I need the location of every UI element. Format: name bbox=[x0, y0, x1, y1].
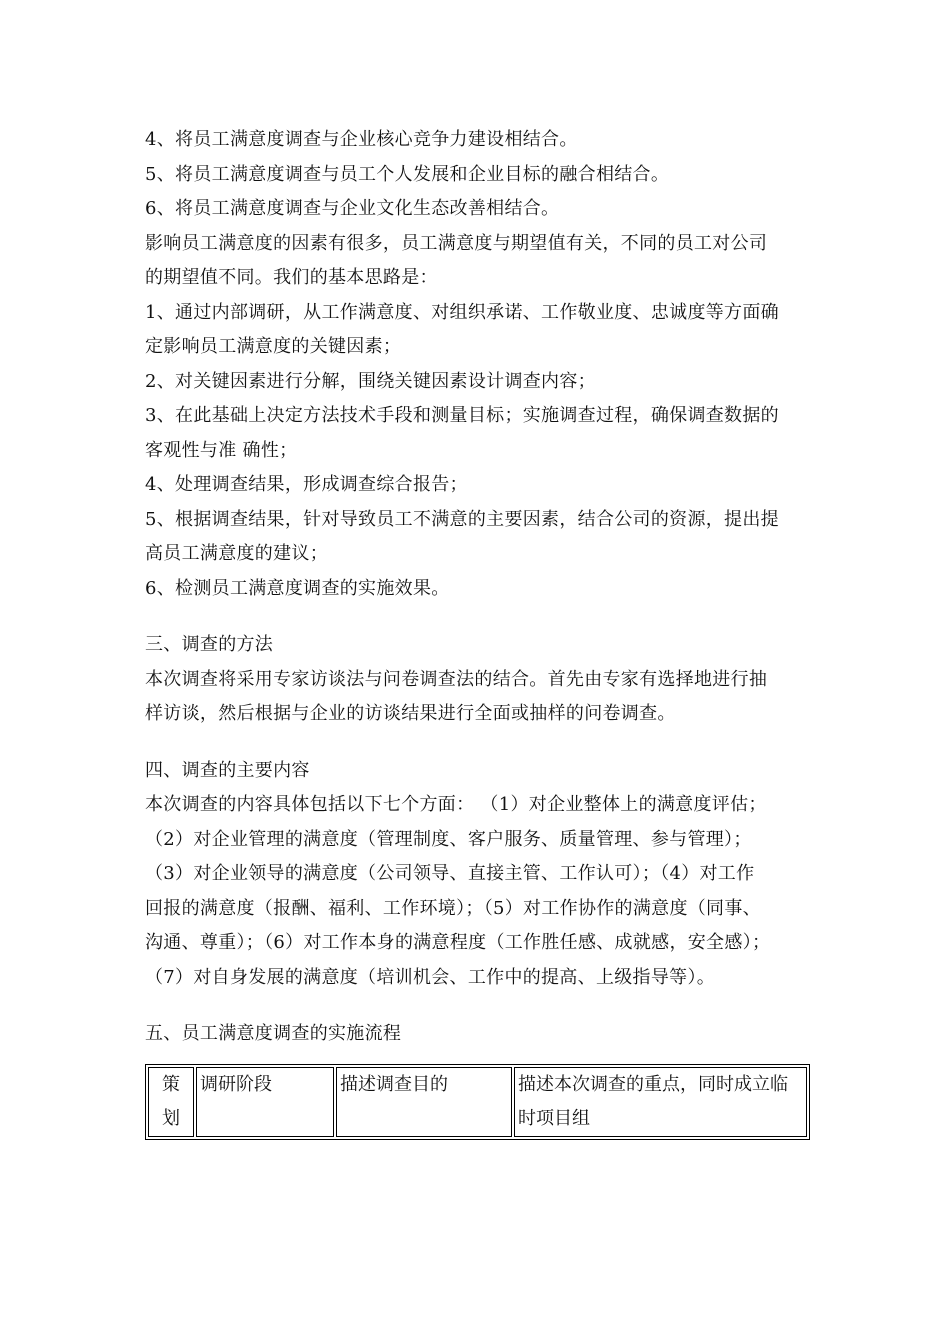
paragraph-line: 本次调查将采用专家访谈法与问卷调查法的结合。首先由专家有选择地进行抽 bbox=[145, 668, 768, 690]
paragraph-line: （7）对自身发展的满意度（培训机会、工作中的提高、上级指导等）。 bbox=[145, 966, 716, 988]
paragraph-line: 4、将员工满意度调查与企业核心竞争力建设相结合。 bbox=[145, 129, 578, 150]
paragraph-line: 影响员工满意度的因素有很多，员工满意度与期望值有关，不同的员工对公司 bbox=[145, 232, 768, 254]
section-methods bbox=[145, 628, 815, 732]
document-page bbox=[145, 123, 815, 1140]
stage-cell bbox=[148, 1067, 194, 1137]
paragraph-line: 6、将员工满意度调查与企业文化生态改善相结合。 bbox=[145, 198, 560, 219]
paragraph-line: 的期望值不同。我们的基本思路是： bbox=[145, 267, 438, 288]
section-heading: 四、调查的主要内容 bbox=[145, 759, 310, 781]
paragraph-line: （3）对企业领导的满意度（公司领导、直接主管、工作认可）；（4）对工作 bbox=[145, 863, 755, 884]
paragraph-line: 本次调查的内容具体包括以下七个方面： （1）对企业整体上的满意度评估； bbox=[145, 794, 767, 815]
section-heading: 三、调查的方法 bbox=[145, 634, 274, 655]
paragraph-line: 客观性与准 确性； bbox=[145, 439, 298, 461]
stage-char: 划 bbox=[162, 1107, 180, 1129]
paragraph-line: 5、根据调查结果，针对导致员工不满意的主要因素，结合公司的资源，提出提 bbox=[145, 508, 779, 530]
note-cell bbox=[514, 1067, 807, 1137]
spacer bbox=[145, 732, 815, 754]
paragraph-line: 样访谈，然后根据与企业的访谈结果进行全面或抽样的问卷调查。 bbox=[145, 703, 676, 724]
paragraph-line: 3、在此基础上决定方法技术手段和测量目标；实施调查过程，确保调查数据的 bbox=[145, 405, 779, 426]
section-heading: 五、员工满意度调查的实施流程 bbox=[145, 1023, 402, 1044]
process-table bbox=[145, 1064, 810, 1140]
paragraph-line: 高员工满意度的建议； bbox=[145, 543, 328, 564]
paragraph-line: （2）对企业管理的满意度（管理制度、客户服务、质量管理、参与管理）； bbox=[145, 828, 752, 850]
stage-char: 策 bbox=[162, 1073, 180, 1095]
paragraph-line: 沟通、尊重）；（6）对工作本身的满意程度（工作胜任感、成就感，安全感）； bbox=[145, 932, 771, 953]
phase-cell: 调研阶段 bbox=[196, 1067, 334, 1137]
section-process bbox=[145, 1017, 815, 1140]
table-row bbox=[148, 1067, 807, 1137]
paragraph-line: 4、处理调查结果，形成调查综合报告； bbox=[145, 474, 468, 495]
paragraph-line: 2、对关键因素进行分解，围绕关键因素设计调查内容； bbox=[145, 370, 596, 392]
note-line: 时项目组 bbox=[518, 1107, 590, 1129]
paragraph-line: 1、通过内部调研，从工作满意度、对组织承诺、工作敬业度、忠诚度等方面确 bbox=[145, 301, 779, 323]
paragraph-line: 5、将员工满意度调查与员工个人发展和企业目标的融合相结合。 bbox=[145, 163, 670, 185]
paragraph-line: 回报的满意度（报酬、福利、工作环境）；（5）对工作协作的满意度（同事、 bbox=[145, 897, 761, 919]
spacer bbox=[145, 995, 815, 1017]
section-main-content bbox=[145, 754, 815, 996]
basic-approach-block bbox=[145, 123, 815, 606]
note-line: 描述本次调查的重点，同时成立临 bbox=[518, 1073, 788, 1095]
description-cell: 描述调查目的 bbox=[336, 1067, 512, 1137]
paragraph-line: 6、检测员工满意度调查的实施效果。 bbox=[145, 577, 450, 599]
paragraph-line: 定影响员工满意度的关键因素； bbox=[145, 336, 402, 357]
spacer bbox=[145, 606, 815, 628]
